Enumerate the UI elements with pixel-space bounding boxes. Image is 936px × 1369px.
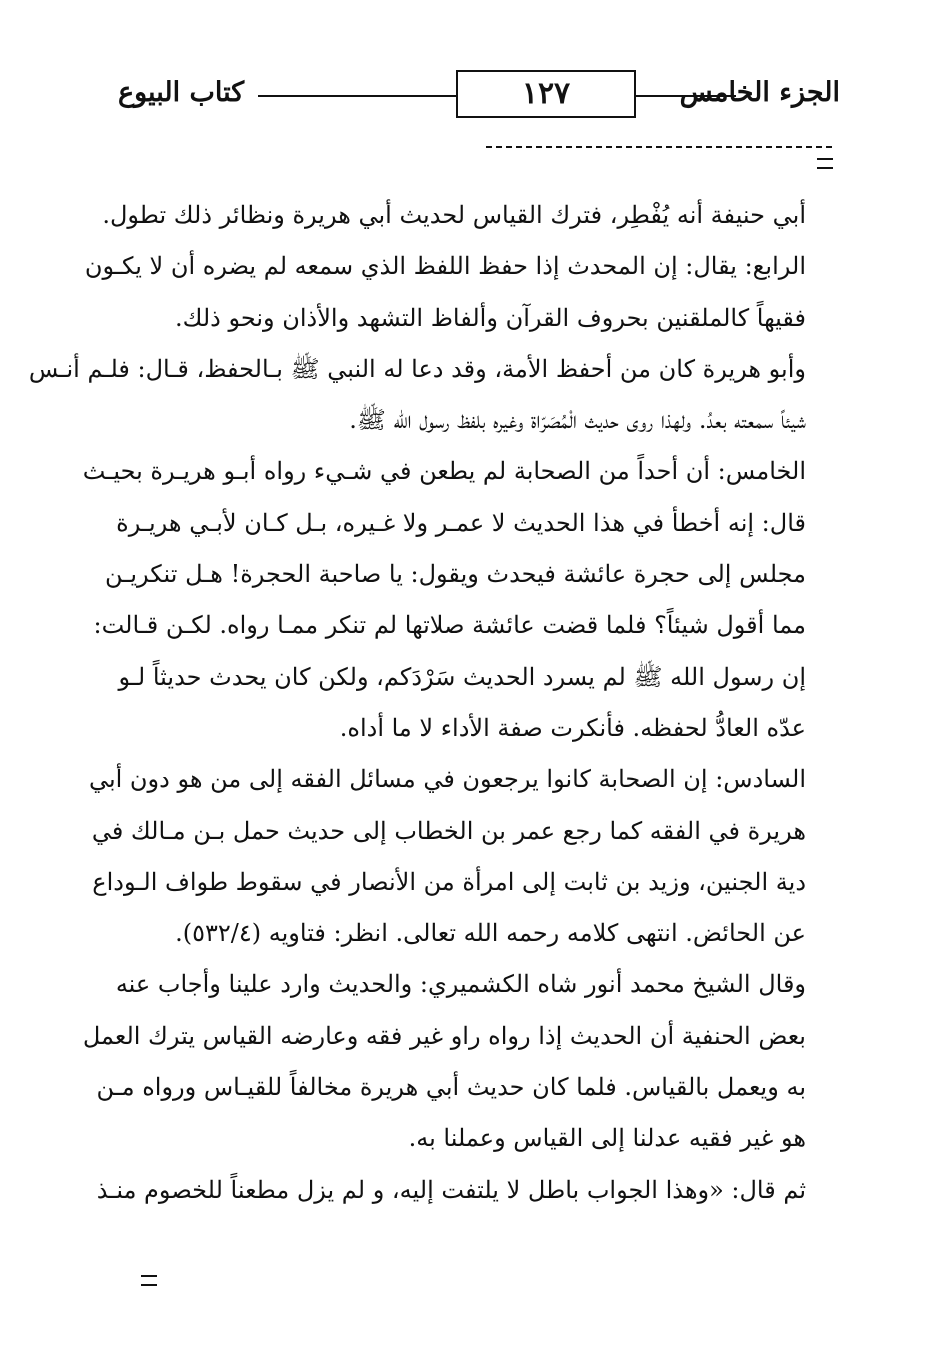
continuation-mark-bottom bbox=[141, 1275, 157, 1286]
text-line: مجلس إلى حجرة عائشة فيحدث ويقول: يا صاحبة الحجرة! هـل تنكريـن bbox=[105, 560, 806, 589]
text-line: شيئاً سمعته بعدُ. ولهذا روى حديث الْمُصَرّاة وغيره بلفظ رسول الله ﷺ. bbox=[349, 406, 806, 435]
book-title: كتاب البيوع bbox=[118, 77, 245, 108]
text-line: أبي حنيفة أنه يُفْطِر، فترك القياس لحديث أبي هريرة ونظائر ذلك تطول. bbox=[102, 201, 806, 229]
text-line: فقيهاً كالملقنين بحروف القرآن وألفاظ التشهد والأذان ونحو ذلك. bbox=[174, 303, 806, 332]
header-rule-left bbox=[258, 95, 458, 97]
running-header bbox=[118, 68, 840, 128]
text-line: وأبو هريرة كان من أحفظ الأمة، وقد دعا له النبي ﷺ بـالحفظ، قـال: فلـم أنـس bbox=[28, 354, 806, 383]
text-line: بعض الحنفية أن الحديث إذا رواه راو غير فقه وعارضه القياس يترك العمل bbox=[82, 1021, 806, 1050]
text-line: الخامس: أن أحداً من الصحابة لم يطعن في شـيء رواه أبـو هريـرة بحيـث bbox=[82, 457, 806, 486]
dashed-separator bbox=[486, 146, 832, 148]
part-title: الجزء الخامس bbox=[679, 77, 840, 108]
text-line: وقال الشيخ محمد أنور شاه الكشميري: والحديث وارد علينا وأجاب عنه bbox=[115, 970, 806, 999]
text-line: عدّه العادُّ لحفظه. فأنكرت صفة الأداء لا ما أداه. bbox=[339, 713, 806, 742]
text-line: به ويعمل بالقياس. فلما كان حديث أبي هريرة مخالفاً للقيـاس ورواه مـن bbox=[96, 1073, 806, 1102]
text-line: دية الجنين، وزيد بن ثابت إلى امرأة من الأنصار في سقوط طواف الـوداع bbox=[92, 867, 806, 896]
page-number: ١٢٧ bbox=[456, 70, 636, 118]
text-line: هريرة في الفقه كما رجع عمر بن الخطاب إلى حديث حمل بـن مـالك في bbox=[91, 816, 806, 845]
page-body bbox=[28, 190, 806, 1216]
text-line: هو غير فقيه عدلنا إلى القياس وعملنا به. bbox=[408, 1124, 806, 1153]
text-line: السادس: إن الصحابة كانوا يرجعون في مسائل الفقه إلى من هو دون أبي bbox=[88, 765, 806, 794]
text-line: إن رسول الله ﷺ لم يسرد الحديث سَرْدَكم، ولكن كان يحدث حديثاً لـو bbox=[118, 662, 806, 691]
text-line: الرابع: يقال: إن المحدث إذا حفظ اللفظ الذي سمعه لم يضره أن لا يكـون bbox=[84, 252, 806, 281]
continuation-mark-top bbox=[817, 158, 833, 169]
text-line: قال: إنه أخطأ في هذا الحديث لا عمـر ولا غـيره، بـل كـان لأبـي هريـرة bbox=[116, 508, 806, 537]
text-line: مما أقول شيئاً؟ فلما قضت عائشة صلاتها لم تنكر ممـا رواه. لكـن قـالت: bbox=[93, 611, 806, 640]
text-line: ثم قال: «وهذا الجواب باطل لا يلتفت إليه، و لم يزل مطعناً للخصوم منـذ bbox=[96, 1175, 806, 1204]
text-line: عن الحائض. انتهى كلامه رحمه الله تعالى. انظر: فتاويه (٥٣٢/٤). bbox=[175, 919, 806, 948]
